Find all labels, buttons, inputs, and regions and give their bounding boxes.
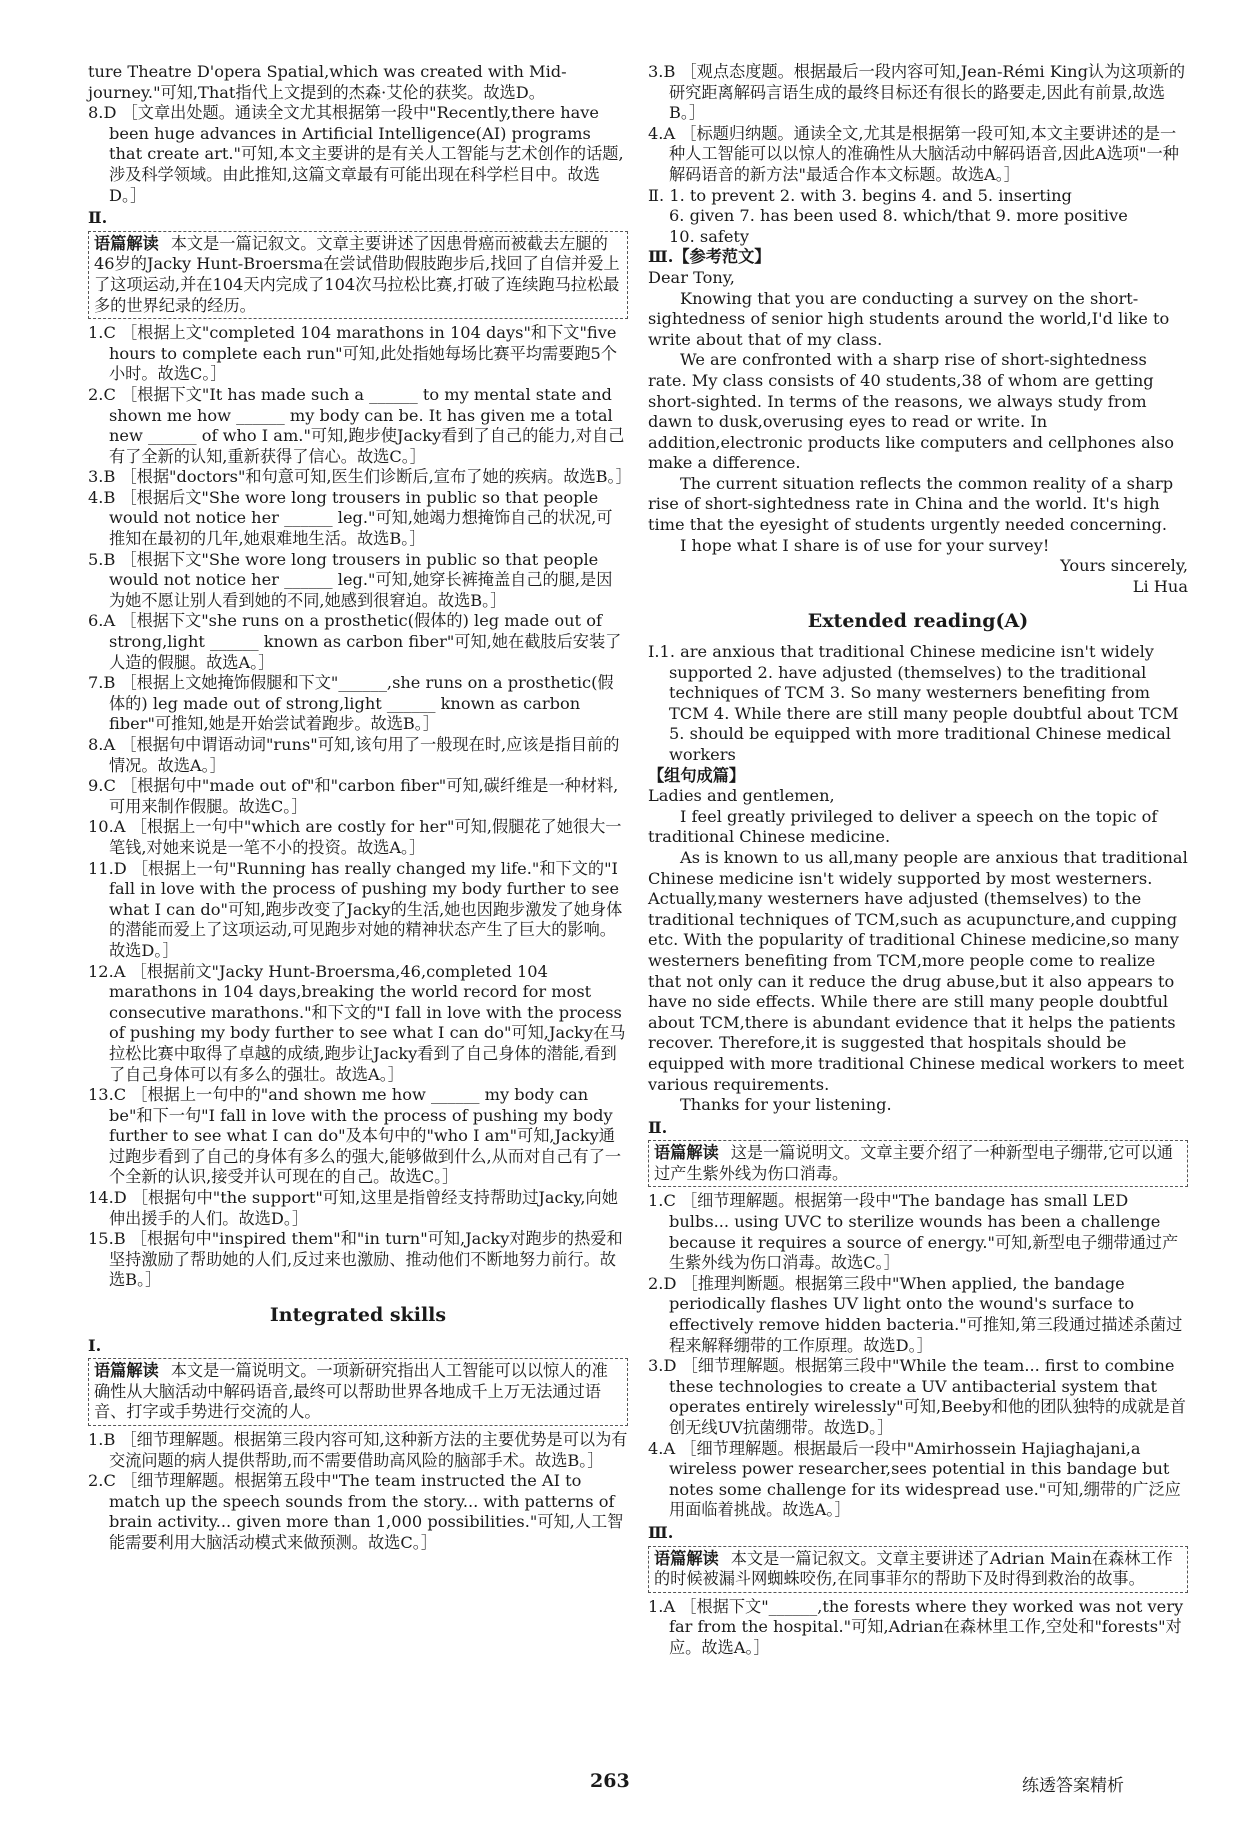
section-label: Ⅲ.【参考范文】: [648, 247, 771, 267]
letter-paragraph: The current situation reflects the common reality of a sharp rise of short-sightedness rate in China and the world. It's high time that the eyesight of students urgently needed concerning.: [648, 473, 1174, 535]
answer-item: 3.B ［观点态度题。根据最后一段内容可知,Jean-Rémi King认为这项新的研究距离解码言语生成的最终目标还有很长的路要走,因此有前景,故选B。］: [648, 62, 1186, 123]
summary-label: 语篇解读: [94, 233, 159, 253]
summary-label: 语篇解读: [654, 1143, 719, 1163]
passage-summary-box: [88, 1358, 628, 1426]
letter-closing: Yours sincerely,: [1060, 556, 1188, 576]
section-label: Ⅰ.: [88, 1335, 102, 1355]
summary-label: 语篇解读: [94, 1361, 159, 1381]
sentence-answers: [648, 642, 1188, 766]
speech-greeting: Ladies and gentlemen,: [648, 786, 835, 806]
fill-answers: 10. safety: [669, 226, 750, 246]
speech-paragraph: I feel greatly privileged to deliver a speech on the topic of traditional Chinese medicine.: [648, 806, 1158, 847]
summary-text: 本文是一篇记叙文。文章主要讲述了因患骨癌而被截去左腿的46岁的Jacky Hunt-Broersma在尝试借助假肢跑步后,找回了自信并爱上了这项运动,并在104天内完成了104次马拉松比赛,打破了连续跑马拉松最多的世界纪录的经历。: [94, 233, 620, 315]
answer-item: 9.C ［根据句中"made out of"和"carbon fiber"可知,碳纤维是一种材料,可用来制作假腿。故选C。］: [88, 776, 619, 816]
fill-answers: 6. given 7. has been used 8. which/that 9. more positive: [669, 206, 1128, 226]
letter-paragraph: We are confronted with a sharp rise of short-sightedness rate. My class consists of 40 students,38 of whom are getting short-sighted. In terms of the reasons, we always study from dawn to dusk,overusing eyes to read or write. In addition,electronic products like computers and cellphones also make a difference.: [648, 350, 1174, 473]
fill-answers: 1. to prevent 2. with 3. begins 4. and 5. inserting: [669, 185, 1072, 205]
page-number: 263: [590, 1770, 630, 1792]
section-title: Extended reading(A): [807, 610, 1029, 633]
passage-summary-box: [88, 231, 628, 319]
answer-item: 15.B ［根据句中"inspired them"和"in turn"可知,Jacky对跑步的热爱和坚持激励了帮助她的人们,反过来也激励、推动他们不断地努力前行。故选B。］: [88, 1229, 623, 1290]
section-label: Ⅱ.: [648, 185, 665, 205]
section-label: Ⅱ.: [88, 208, 108, 228]
answer-item: 10.A ［根据上一句中"which are costly for her"可知,假腿花了她很大一笔钱,对她来说是一笔不小的投资。故选A。］: [88, 817, 622, 857]
speech-paragraph: As is known to us all,many people are anxious that traditional Chinese medicine isn't widely supported by most westerners. Actually,many westerners have adjusted (themselves) to the traditional techniques of TCM,such as acupuncture,and cupping etc. With the popularity of traditional Chinese medicine,so many westerners benefiting from TCM,more people come to realize that not only can it reduce the drug abuse,but it also appears to have no side effects. While there are still many people doubtful about TCM,there is abundant evidence that it helps the patients recover. Therefore,it is suggested that hospitals should be equipped with more traditional Chinese medical workers to meet various requirements.: [648, 847, 1188, 1094]
passage-summary-box: [648, 1140, 1188, 1187]
sentence-answers-text: 1. are anxious that traditional Chinese medicine isn't widely supported 2. have adjusted (themselves) to the traditional techniques of TCM 3. So many westerners benefiting from TCM 4. While there are still many people doubtful about TCM 5. should be equipped with more traditional Chinese medical workers: [659, 642, 1179, 764]
section-label: Ⅲ.: [648, 1522, 674, 1542]
answer-item: 8.A ［根据句中谓语动词"runs"可知,该句用了一般现在时,应该是指目前的情况。故选A。］: [88, 735, 620, 775]
summary-text: 这是一篇说明文。文章主要介绍了一种新型电子绷带,它可以通过产生紫外线为伤口消毒。: [654, 1143, 1173, 1183]
answer-item: 13.C ［根据上一句中的"and shown me how ______ my body can be"和下一句"I fall in love with the process of pushing my body further to see what I can do"及本句中的"who I am"可知,Jacky通过跑步看到了自己的身体有多么的强大,能够做到什么,从而对自己有了一个全新的认识,接受并认可现在的自己。故选C。］: [88, 1085, 622, 1187]
page-footer: [0, 1770, 1250, 1800]
letter-signature: Li Hua: [1132, 576, 1188, 596]
letter-greeting: Dear Tony,: [648, 267, 735, 287]
section-label: 【组句成篇】: [648, 765, 746, 785]
answer-item: 1.C ［根据上文"completed 104 marathons in 104 days"和下文"five hours to complete each run"可知,此处指她每场比赛平均需要跑5个小时。故选C。］: [88, 323, 618, 384]
answer-item: 2.D ［推理判断题。根据第三段中"When applied, the bandage periodically flashes UV light onto the wound's surface to effectively remove hidden bacteria."可推知,第三段通过描述杀菌过程来解释绷带的工作原理。故选D。］: [648, 1273, 1183, 1355]
footer-title: 练透答案精析: [1022, 1776, 1124, 1796]
answer-item: 11.D ［根据上一句"Running has really changed my life."和下文的"I fall in love with the process of pushing my body further to see what I can do"可知,跑步改变了Jacky的生活,她也因跑步激发了她身体的潜能而爱上了这项运动,可见跑步对她的精神状态产生了巨大的影响。故选D。］: [88, 858, 623, 960]
summary-text: 本文是一篇记叙文。文章主要讲述了Adrian Main在森林工作的时候被漏斗网蜘蛛咬伤,在同事菲尔的帮助下及时得到救治的故事。: [654, 1548, 1173, 1589]
answer-item: 4.A ［标题归纳题。通读全文,尤其是根据第一段可知,本文主要讲述的是一种人工智能可以以惊人的准确性从大脑活动中解码语音,因此A选项"一种解码语音的新方法"最适合作本文标题。故选A。］: [648, 123, 1179, 184]
answer-item: 4.A ［细节理解题。根据最后一段中"Amirhossein Hajiaghajani,a wireless power researcher,sees potential in this bandage but notes some challenge for its widespread use."可知,绷带的广泛应用面临着挑战。故选A。］: [648, 1438, 1181, 1520]
summary-label: 语篇解读: [654, 1548, 719, 1568]
answer-item: 1.A ［根据下文"______,the forests where they worked was not very far from the hospital."可知,Adrian在森林里工作,空处和"forests"对应。故选A。］: [648, 1596, 1184, 1657]
answer-item: 3.D ［细节理解题。根据第三段中"While the team... first to combine these technologies to create a UV antibacterial system that operates entirely wirelessly"可知,Beeby和他的团队独特的成就是首创无线UV抗菌绷带。故选D。］: [648, 1356, 1186, 1437]
fill-answers-line: [648, 186, 1188, 207]
answer-item: 1.B ［细节理解题。根据第三段内容可知,这种新方法的主要优势是可以为有交流问题的病人提供帮助,而不需要借助高风险的脑部手术。故选B。］: [88, 1430, 628, 1470]
section-label: Ⅱ.: [648, 1117, 668, 1137]
letter-paragraph: Knowing that you are conducting a survey on the short-sightedness of senior high students around the world,I'd like to write about that of my class.: [648, 288, 1170, 349]
answer-item: 4.B ［根据后文"She wore long trousers in public so that people would not notice her ______ leg."可知,她竭力想掩饰自己的状况,可推知在最初的几年,她艰难地生活。故选B。］: [88, 487, 613, 549]
answer-item: 1.C ［细节理解题。根据第一段中"The bandage has small LED bulbs... using UVC to sterilize wounds has been a challenge because it requires a source of energy."可知,新型电子绷带通过产生紫外线为伤口消毒。故选C。］: [648, 1191, 1179, 1273]
left-column: [88, 62, 632, 1554]
section-title: Integrated skills: [269, 1304, 447, 1327]
answer-item: 12.A ［根据前文"Jacky Hunt-Broersma,46,completed 104 marathons in 104 days,breaking the world record for most consecutive marathons."和下文的"I fall in love with the process of pushing my body further to see what I can do"可知,Jacky在马拉松比赛中取得了卓越的成绩,跑步让Jacky看到了自己身体的潜能,看到了自己身体可以有多么的强壮。故选A。］: [88, 961, 626, 1084]
answer-item: 5.B ［根据下文"She wore long trousers in public so that people would not notice her ______ leg."可知,她穿长裤掩盖自己的腿,是因为她不愿让别人看到她的不同,她感到很窘迫。故选B。］: [88, 549, 613, 610]
answer-item: 2.C ［根据下文"It has made such a ______ to my mental state and shown me how ______ my body can be. It has given me a total new ______ of who I am."可知,跑步使Jacky看到了自己的能力,对自己有了全新的认知,重新获得了信心。故选C。］: [88, 384, 625, 466]
answer-item: 14.D ［根据句中"the support"可知,这里是指曾经支持帮助过Jacky,向她伸出援手的人们。故选D。］: [88, 1188, 618, 1228]
section-label: Ⅰ.: [648, 642, 660, 662]
answer-item: 2.C ［细节理解题。根据第五段中"The team instructed the AI to match up the speech sounds from the story... with patterns of brain activity... given more than 1,000 possibilities."可知,人工智能需要利用大脑活动模式来做预测。故选C。］: [88, 1471, 624, 1552]
answer-item: 6.A ［根据下文"she runs on a prosthetic(假体的) leg made out of strong,light ______ known as carbon fiber"可知,她在截肢后安装了人造的假腿。故选A。］: [88, 611, 622, 672]
summary-text: 本文是一篇说明文。一项新研究指出人工智能可以以惊人的准确性从大脑活动中解码语音,最终可以帮助世界各地成千上万无法通过语音、打字或手势进行交流的人。: [94, 1361, 608, 1422]
answer-item: 3.B ［根据"doctors"和句意可知,医生们诊断后,宣布了她的疾病。故选B。］: [88, 467, 632, 487]
answer-item: 8.D ［文章出处题。通读全文尤其根据第一段中"Recently,there have been huge advances in Artificial Intelligence(AI) programs that create art."可知,本文主要讲的是有关人工智能与艺术创作的话题,涉及科学领域。由此推知,这篇文章最有可能出现在科学栏目中。故选D。］: [88, 103, 624, 205]
letter-paragraph: I hope what I share is of use for your survey!: [680, 535, 1050, 555]
right-column: [648, 62, 1188, 1659]
answer-item: 7.B ［根据上文她掩饰假腿和下文"______,she runs on a prosthetic(假体的) leg made out of strong,light ______ known as carbon fiber"可推知,她是开始尝试着跑步。故选B。］: [88, 673, 614, 734]
passage-summary-box: [648, 1546, 1188, 1593]
speech-paragraph: Thanks for your listening.: [680, 1095, 892, 1115]
paragraph: ture Theatre D'opera Spatial,which was created with Mid-journey."可知,That指代上文提到的杰森·艾伦的获奖。故选D。: [88, 62, 567, 102]
